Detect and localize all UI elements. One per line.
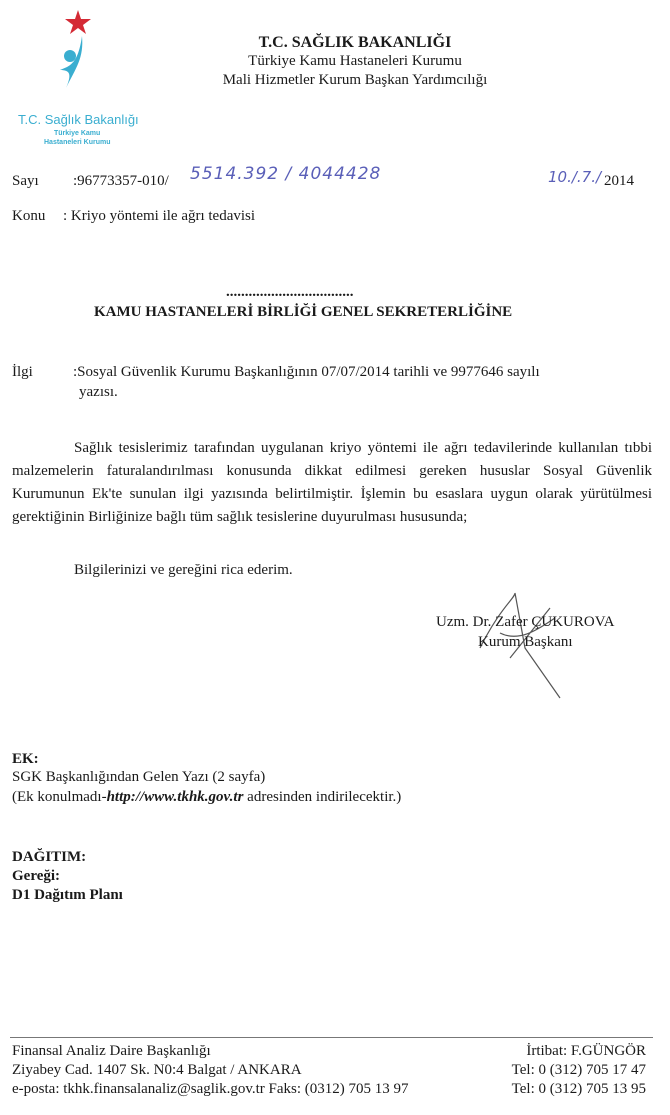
logo <box>14 8 144 153</box>
header-line2: Mali Hizmetler Kurum Başkan Yardımcılığı <box>222 72 488 88</box>
recipient-name: KAMU HASTANELERİ BİRLİĞİ GENEL SEKRETERLİĞİNE <box>94 304 513 320</box>
date-year: 2014 <box>604 173 634 189</box>
dagitim-gerek: Gereği: <box>12 868 61 884</box>
ilgi-line1: :Sosyal Güvenlik Kurumu Başkanlığının 07/07/2014 tarihli ve 9977646 sayılı <box>73 364 540 380</box>
dagitim-plan: D1 Dağıtım Planı <box>12 887 123 903</box>
date-handwritten: 10./.7./ <box>548 168 602 186</box>
sayi-value: :96773357-010/ <box>73 173 169 189</box>
konu-label: Konu <box>12 208 46 224</box>
recipient-dots: .................................. <box>226 284 354 300</box>
ilgi-label: İlgi <box>12 364 33 380</box>
footer-email-fax: e-posta: tkhk.finansalanaliz@saglik.gov.tr Faks: (0312) 705 13 97 <box>12 1081 409 1097</box>
konu-value: : Kriyo yöntemi ile ağrı tedavisi <box>63 208 256 224</box>
footer-address: Ziyabey Cad. 1407 Sk. N0:4 Balgat / ANKARA <box>12 1062 302 1078</box>
footer-left <box>12 1042 409 1099</box>
dagitim-label: DAĞITIM: <box>12 849 87 865</box>
ek-item: SGK Başkanlığından Gelen Yazı (2 sayfa) <box>12 769 266 785</box>
footer-contact: İrtibat: F.GÜNGÖR <box>526 1043 646 1059</box>
logo-emblem-icon <box>14 8 144 118</box>
logo-sub2: Hastaneleri Kurumu <box>44 139 111 146</box>
logo-sub1: Türkiye Kamu <box>54 130 101 137</box>
logo-name: T.C. Sağlık Bakanlığı <box>18 112 139 127</box>
signature-name: Uzm. Dr. Zafer ÇUKUROVA <box>436 614 615 630</box>
body-paragraph: Sağlık tesislerimiz tarafından uygulanan kriyo yöntemi ile ağrı tedavilerinde kullanılan tıbbi malzemelerin faturalandırılması konusunda dikkat edilmesi gereken hususlar Sosyal Güvenlik Kurumunun Ek'te sunulan ilgi yazısında belirtilmiştir. İşlemin bu esaslara uygun olarak yürütülmesi gerektiğinin Birliğinize bağlı tüm sağlık tesislerine duyurulması hususunda; <box>12 440 652 525</box>
footer-tel1: Tel: 0 (312) 705 17 47 <box>511 1062 646 1078</box>
ek-note-pre: (Ek konulmadı- <box>12 789 107 805</box>
footer-right <box>512 1042 646 1099</box>
signature-title: Kurum Başkanı <box>478 634 573 650</box>
footer-tel2: Tel: 0 (312) 705 13 95 <box>511 1081 646 1097</box>
footer-dept: Finansal Analiz Daire Başkanlığı <box>12 1043 211 1059</box>
ek-note-post: adresinden indirilecektir.) <box>243 789 402 805</box>
ilgi-line2: yazısı. <box>79 384 118 400</box>
ek-link[interactable]: http://www.tkhk.gov.tr <box>106 789 244 805</box>
ek-label: EK: <box>12 751 39 767</box>
header-title: T.C. SAĞLIK BAKANLIĞI <box>258 34 452 51</box>
footer-divider <box>10 1037 653 1038</box>
ek-note <box>12 789 401 806</box>
sayi-handwritten: 5514.392 / 4044428 <box>190 164 382 184</box>
header-line1: Türkiye Kamu Hastaneleri Kurumu <box>248 53 462 69</box>
body-closing: Bilgilerinizi ve gereğini rica ederim. <box>74 562 293 578</box>
sayi-label: Sayı <box>12 173 39 189</box>
